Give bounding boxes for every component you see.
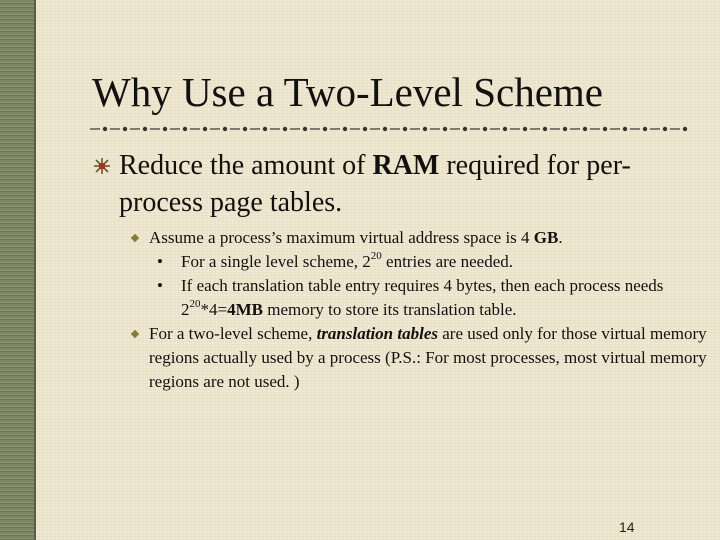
sub-sub-bullet-2-post: memory to store its translation table. <box>262 300 517 319</box>
dot-bullet-icon: • <box>157 276 163 295</box>
divider-dot <box>663 127 666 130</box>
divider-dot <box>323 127 326 130</box>
divider-dot <box>443 127 446 130</box>
dot-bullet-icon: • <box>157 252 163 271</box>
divider-dot <box>383 127 386 130</box>
divider-dot <box>203 127 206 130</box>
divider-dot <box>283 127 286 130</box>
divider-dot <box>623 127 626 130</box>
sub-sub-bullet-2-mid: *4= <box>200 300 228 319</box>
divider-dot <box>463 127 466 130</box>
divider-dot <box>643 127 646 130</box>
sub-bullet-list <box>149 226 709 394</box>
sub-bullet-1-post: . <box>558 228 563 247</box>
sub-sub-bullet-2-pre: If each translation table entry requires 4 bytes, then each process needs 2 <box>181 276 664 319</box>
main-bullet-text <box>119 147 699 221</box>
sub-bullet-1 <box>149 226 709 250</box>
sub-bullet-2-bold-italic: translation tables <box>316 324 438 343</box>
divider-dot <box>143 127 146 130</box>
divider-dot <box>183 127 186 130</box>
diamond-bullet-icon <box>131 234 139 242</box>
divider-dot <box>603 127 606 130</box>
sub-sub-bullet-1-pre: For a single level scheme, 2 <box>181 252 371 271</box>
sub-sub-bullet-1-sup: 20 <box>370 250 382 262</box>
sub-sub-bullet-2 <box>149 274 709 322</box>
main-bullet-pre: Reduce the amount of <box>119 150 373 181</box>
divider-dot <box>403 127 406 130</box>
decorative-left-strip <box>0 0 36 540</box>
divider-dot <box>103 127 106 130</box>
diamond-bullet-icon <box>131 330 139 338</box>
sub-bullet-1-bold: GB <box>533 228 559 247</box>
slide-title: Why Use a Two-Level Scheme <box>92 69 603 115</box>
divider-dot <box>343 127 346 130</box>
divider-dot <box>583 127 586 130</box>
sub-sub-bullet-2-bold: 4MB <box>227 300 263 319</box>
divider-dot <box>363 127 366 130</box>
sub-bullet-2 <box>149 322 709 394</box>
divider-dot <box>483 127 486 130</box>
divider-dot <box>263 127 266 130</box>
sub-sub-bullet-1 <box>149 250 709 274</box>
divider-dot <box>163 127 166 130</box>
divider-dot <box>303 127 306 130</box>
ornament-bullet-icon <box>93 157 111 175</box>
title-divider <box>90 123 690 135</box>
divider-dot <box>223 127 226 130</box>
divider-dot <box>683 127 686 130</box>
divider-dot <box>563 127 566 130</box>
page-number: 14 <box>619 519 635 535</box>
divider-dot <box>543 127 546 130</box>
divider-dot <box>123 127 126 130</box>
sub-bullet-2-post: are used only for those virtual memory regions actually used by a process (P.S.: For most processes, most virtual memory regions are not used. ) <box>149 324 707 391</box>
divider-dot <box>423 127 426 130</box>
divider-dot <box>503 127 506 130</box>
sub-bullet-2-pre: For a two-level scheme, <box>149 324 317 343</box>
sub-sub-bullet-2-sup: 20 <box>189 298 201 310</box>
sub-sub-bullet-1-post: entries are needed. <box>381 252 513 271</box>
divider-dot <box>243 127 246 130</box>
divider-dot <box>523 127 526 130</box>
sub-bullet-1-pre: Assume a process’s maximum virtual address space is 4 <box>149 228 534 247</box>
main-bullet-post: required for per-process page tables. <box>119 150 631 218</box>
main-bullet-bold: RAM <box>372 150 440 181</box>
